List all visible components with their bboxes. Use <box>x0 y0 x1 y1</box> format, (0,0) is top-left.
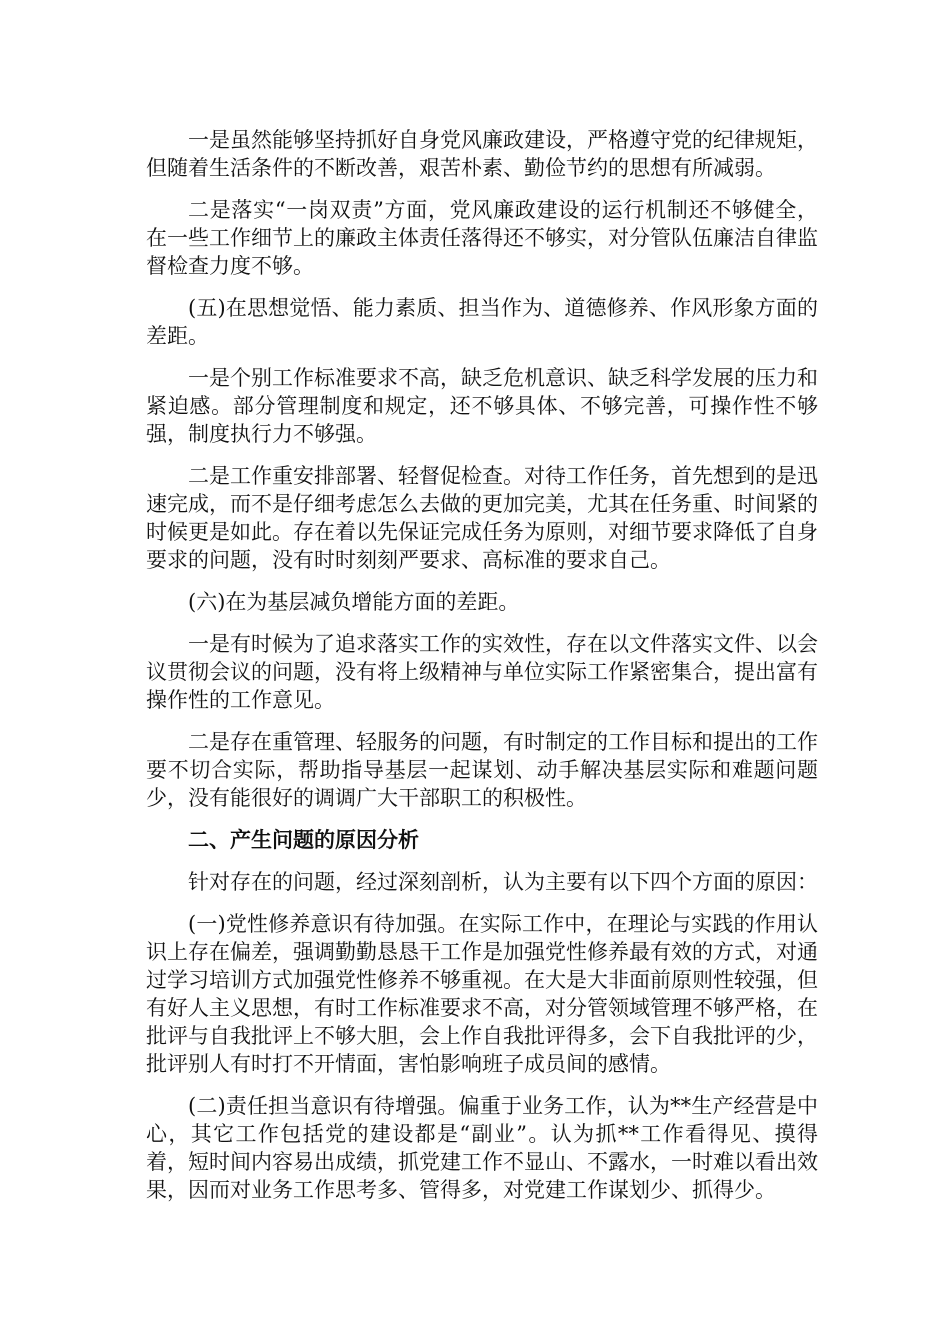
paragraph-discipline: 一是虽然能够坚持抓好自身党风廉政建设，严格遵守党的纪律规矩，但随着生活条件的不断改善，艰苦朴素、勤俭节约的思想有所减弱。 <box>146 128 818 180</box>
paragraph-work-standards: 一是个别工作标准要求不高，缺乏危机意识、缺乏科学发展的压力和紧迫感。部分管理制度和规定，还不够具体、不够完善，可操作性不够强，制度执行力不够强。 <box>146 366 818 446</box>
paragraph-party-spirit: (一)党性修养意识有待加强。在实际工作中，在理论与实践的作用认识上存在偏差，强调勤勤恳恳干工作是加强党性修养最有效的方式，对通过学习培训方式加强党性修养不够重视。在大是大非面前原则性较强，但有好人主义思想，有时工作标准要求不高，对分管领域管理不够严格，在批评与自我批评上不够大胆，会上作自我批评得多，会下自我批评的少，批评别人有时打不开情面，害怕影响班子成员间的感情。 <box>146 912 818 1076</box>
paragraph-responsibility: (二)责任担当意识有待增强。偏重于业务工作，认为**生产经营是中心，其它工作包括党的建设都是“副业”。认为抓**工作看得见、摸得着，短时间内容易出成绩，抓党建工作不显山、不露水，一时难以看出效果，因而对业务工作思考多、管得多，对党建工作谋划少、抓得少。 <box>146 1094 818 1202</box>
document-page <box>146 126 818 1218</box>
paragraph-practical-effect: 一是有时候为了追求落实工作的实效性，存在以文件落实文件、以会议贯彻会议的问题，没有将上级精神与单位实际工作紧密集合，提出富有操作性的工作意见。 <box>146 632 818 712</box>
paragraph-section-five: (五)在思想觉悟、能力素质、担当作为、道德修养、作风形象方面的差距。 <box>146 296 818 348</box>
paragraph-one-post-two-duties: 二是落实“一岗双责”方面，党风廉政建设的运行机制还不够健全，在一些工作细节上的廉政主体责任落得还不够实，对分管队伍廉洁自律监督检查力度不够。 <box>146 198 818 278</box>
paragraph-arrangement: 二是工作重安排部署、轻督促检查。对待工作任务，首先想到的是迅速完成，而不是仔细考虑怎么去做的更加完美，尤其在任务重、时间紧的时候更是如此。存在着以先保证完成任务为原则，对细节要求降低了自身要求的问题，没有时时刻刻严要求、高标准的要求自己。 <box>146 464 818 572</box>
paragraph-section-six: (六)在为基层减负增能方面的差距。 <box>188 590 520 614</box>
paragraph-causes-intro: 针对存在的问题，经过深刻剖析，认为主要有以下四个方面的原因： <box>188 870 818 894</box>
paragraph-management-service: 二是存在重管理、轻服务的问题，有时制定的工作目标和提出的工作要不切合实际，帮助指导基层一起谋划、动手解决基层实际和难题问题少，没有能很好的调调广大干部职工的积极性。 <box>146 730 818 810</box>
section-heading: 二、产生问题的原因分析 <box>188 828 419 852</box>
